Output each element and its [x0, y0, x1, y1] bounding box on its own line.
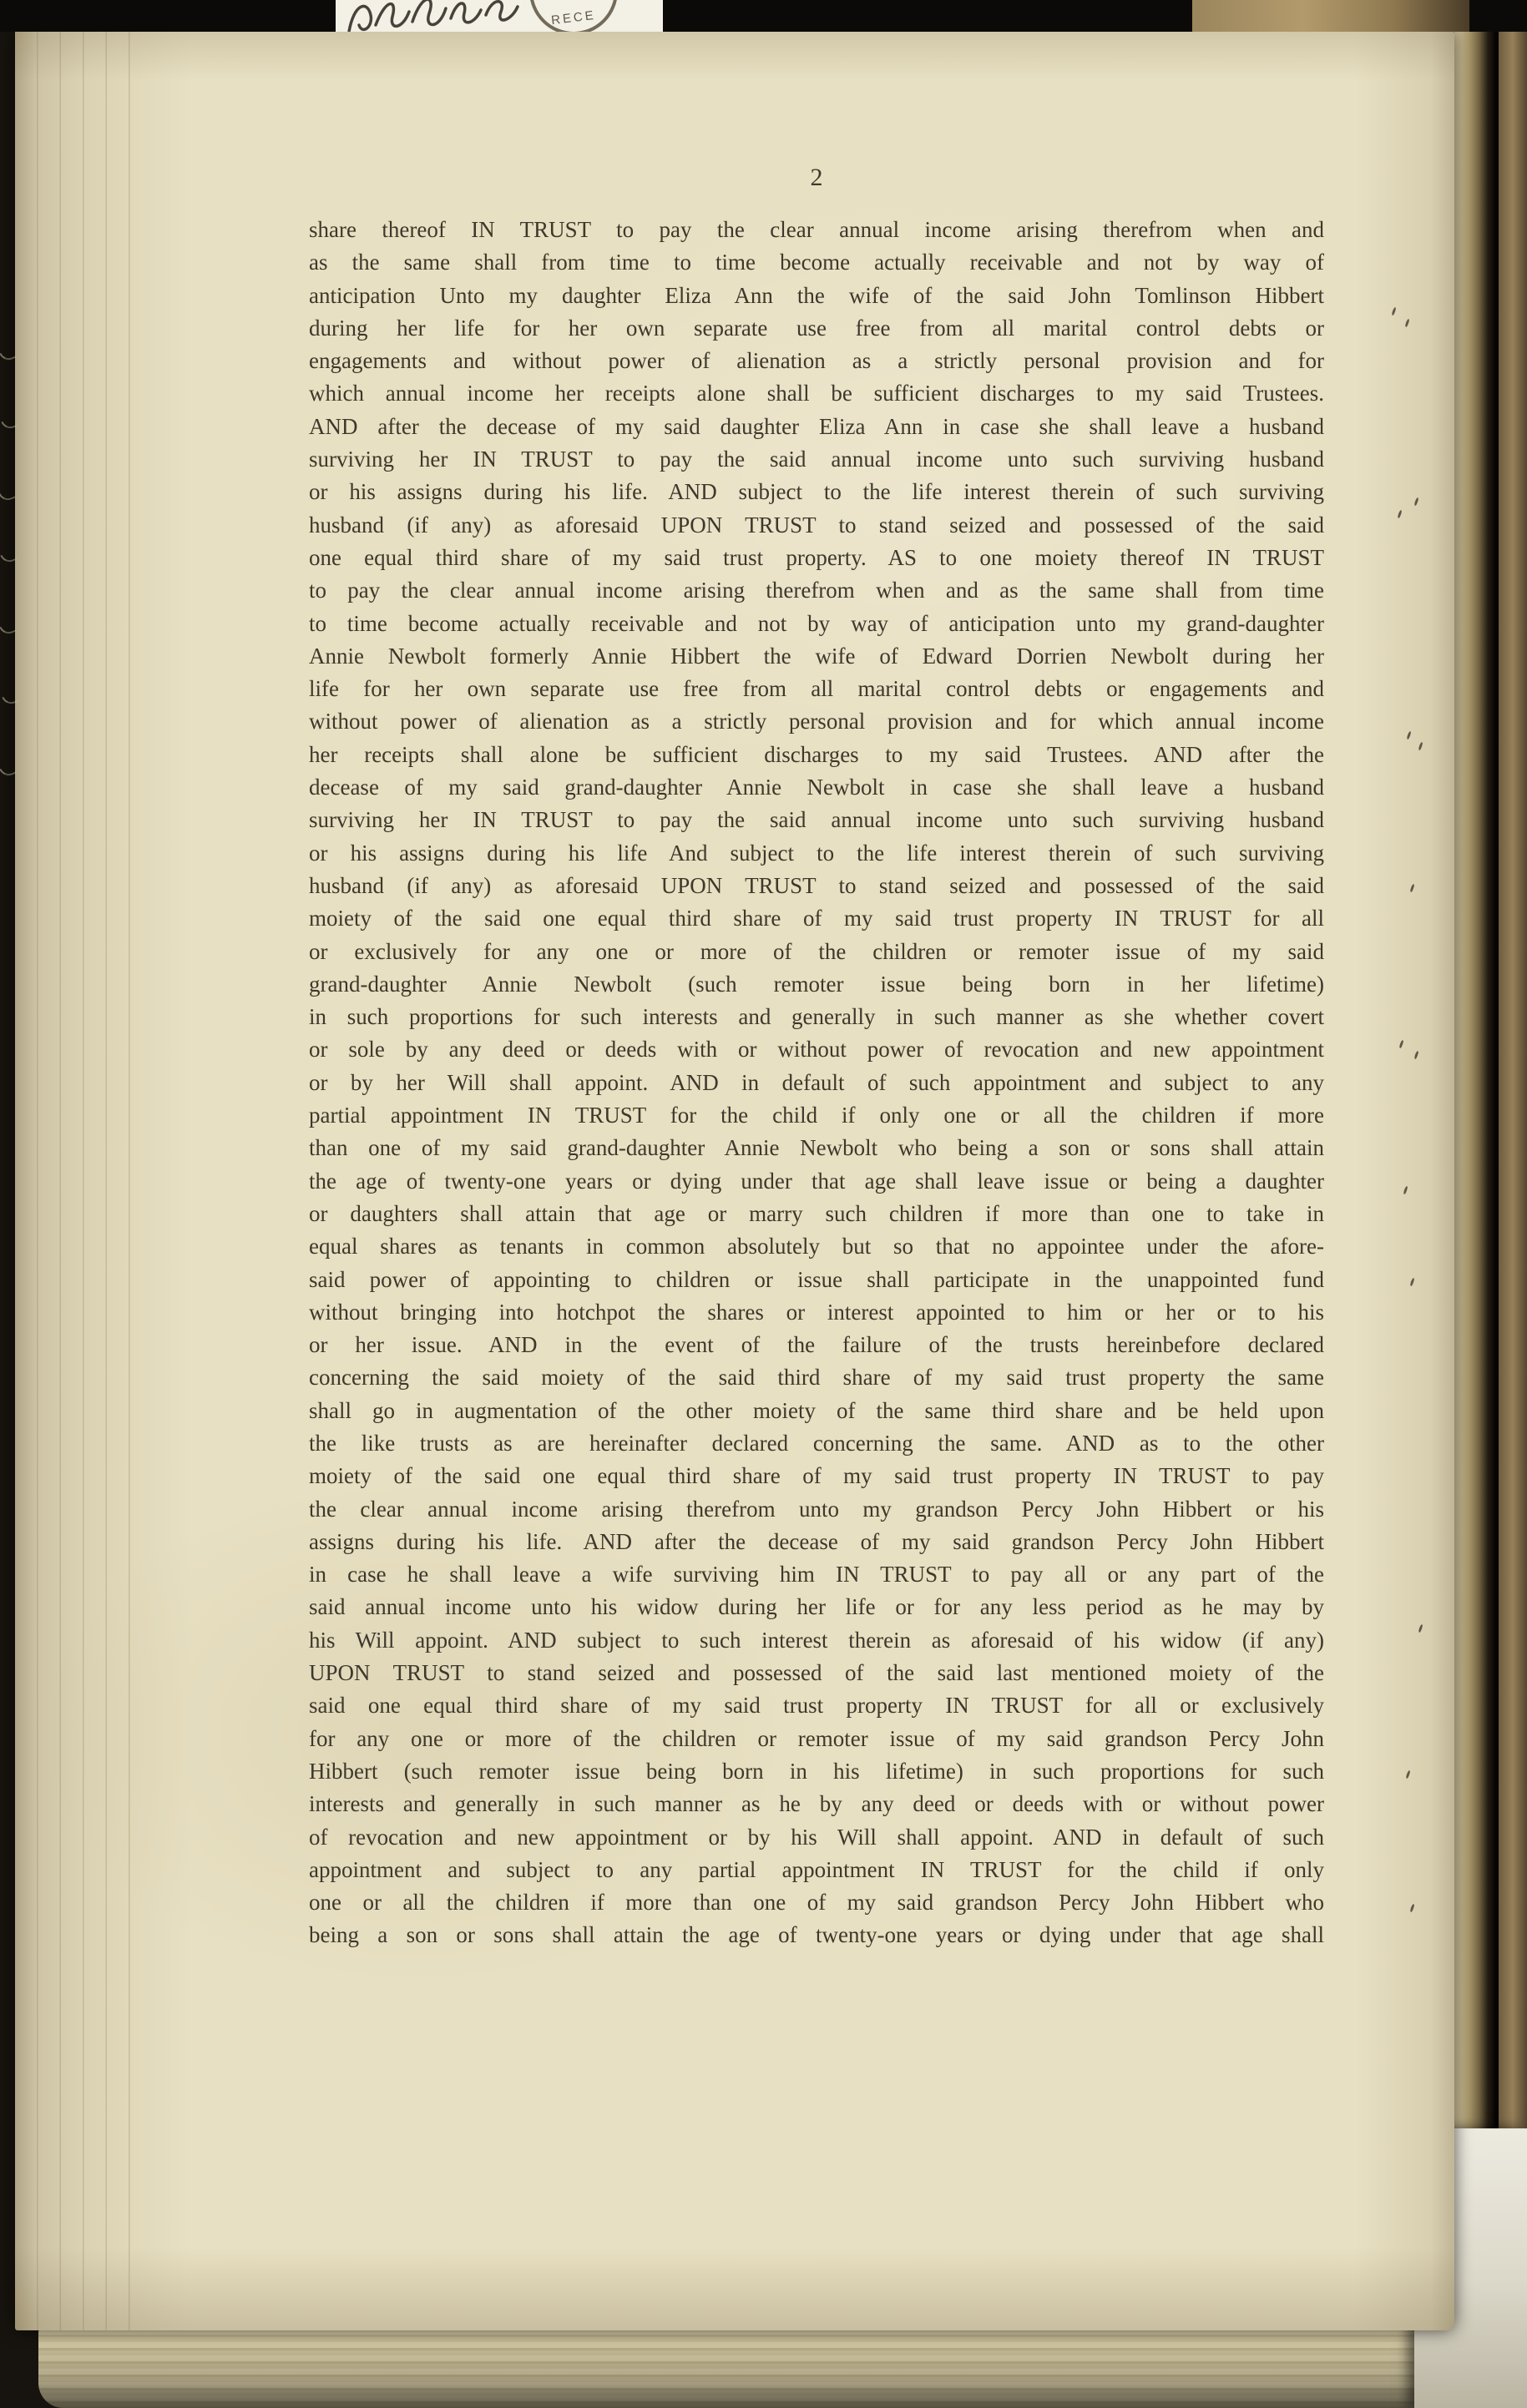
text-line: surviving her IN TRUST to pay the said annual income unto such surviving husband	[309, 447, 1324, 472]
text-line: or his assigns during his life. AND subject to the life interest therein of such surviving	[309, 479, 1324, 505]
ink-mark	[1398, 510, 1403, 518]
text-line: in case he shall leave a wife surviving him IN TRUST to pay all or any part of the	[309, 1562, 1324, 1588]
text-line: without bringing into hotchpot the shares or interest appointed to him or her or to his	[309, 1299, 1324, 1325]
ink-mark	[1403, 1186, 1408, 1194]
text-line: as the same shall from time to time become actually receivable and not by way of	[309, 250, 1324, 275]
ink-mark	[1406, 1770, 1411, 1779]
page-number: 2	[810, 164, 823, 191]
text-line: which annual income her receipts alone shall be sufficient discharges to my said Trustees.	[309, 381, 1324, 406]
text-line: one or all the children if more than one of my said grandson Percy John Hibbert who	[309, 1890, 1324, 1916]
text-line: or daughters shall attain that age or marry such children if more than one to take in	[309, 1200, 1324, 1226]
ink-mark	[1410, 1278, 1415, 1286]
text-line: surviving her IN TRUST to pay the said annual income unto such surviving husband	[309, 807, 1324, 833]
ink-mark	[1399, 1040, 1404, 1048]
edge-pen-mark	[0, 488, 16, 502]
book-page-edges-right	[1454, 0, 1494, 2347]
text-line: UPON TRUST to stand seized and possessed of the said last mentioned moiety of the	[309, 1660, 1324, 1686]
text-line: shall go in augmentation of the other moiety of the same third share and be held upon	[309, 1397, 1324, 1423]
binding-gutter	[15, 30, 140, 2330]
text-line: or sole by any deed or deeds with or without power of revocation and new appointment	[309, 1037, 1324, 1063]
handwriting-fragment	[342, 0, 559, 32]
text-line: her receipts shall alone be sufficient discharges to my said Trustees. AND after the	[309, 741, 1324, 767]
text-line: for any one or more of the children or remoter issue of my said grandson Percy John	[309, 1725, 1324, 1751]
text-line: assigns during his life. AND after the decease of my said grandson Percy John Hibbert	[309, 1528, 1324, 1554]
ink-mark	[1392, 307, 1397, 316]
ink-mark	[1410, 1904, 1415, 1912]
text-line: equal shares as tenants in common absolutely but so that no appointee under the afore-	[309, 1234, 1324, 1260]
text-line: said power of appointing to children or issue shall participate in the unappointed fund	[309, 1266, 1324, 1292]
ink-mark	[1407, 731, 1412, 740]
edge-pen-mark	[0, 622, 17, 636]
text-line: being a son or sons shall attain the age of twenty-one years or dying under that age shall	[309, 1922, 1324, 1948]
text-line: the clear annual income arising therefrom unto my grandson Percy John Hibbert or his	[309, 1496, 1324, 1522]
text-line: his Will appoint. AND subject to such interest therein as aforesaid of his widow (if any)	[309, 1627, 1324, 1653]
text-line: the age of twenty-one years or dying under that age shall leave issue or being a daughter	[309, 1168, 1324, 1194]
text-line: or his assigns during his life And subject to the life interest therein of such surviving	[309, 840, 1324, 866]
ink-mark	[1410, 884, 1415, 892]
ink-mark	[1418, 1624, 1423, 1633]
text-line: husband (if any) as aforesaid UPON TRUST to stand seized and possessed of the said	[309, 872, 1324, 898]
text-line: AND after the decease of my said daughter Eliza Ann in case she shall leave a husband	[309, 413, 1324, 439]
book-page-edges-bottom	[38, 2329, 1459, 2408]
text-line: share thereof IN TRUST to pay the clear annual income arising therefrom when and	[309, 217, 1324, 242]
text-line: partial appointment IN TRUST for the child if only one or all the children if more	[309, 1103, 1324, 1128]
text-line: of revocation and new appointment or by his Will shall appoint. AND in default of such	[309, 1824, 1324, 1850]
book-cover-edge	[1499, 0, 1527, 2162]
text-line: to pay the clear annual income arising therefrom when and as the same shall from time	[309, 578, 1324, 603]
document-page	[15, 30, 1454, 2330]
ink-mark	[1418, 742, 1423, 750]
text-line: said annual income unto his widow during her life or for any less period as he may by	[309, 1594, 1324, 1620]
text-line: or her issue. AND in the event of the failure of the trusts hereinbefore declared	[309, 1332, 1324, 1358]
text-line: in such proportions for such interests and generally in such manner as she whether covert	[309, 1004, 1324, 1030]
text-line: than one of my said grand-daughter Annie Newbolt who being a son or sons shall attain	[309, 1135, 1324, 1161]
ink-mark	[1414, 497, 1419, 506]
text-line: Hibbert (such remoter issue being born in his lifetime) in such proportions for such	[309, 1758, 1324, 1784]
ink-mark	[1405, 319, 1410, 327]
text-line: or exclusively for any one or more of the children or remoter issue of my said	[309, 938, 1324, 964]
text-line: one equal third share of my said trust property. AS to one moiety thereof IN TRUST	[309, 544, 1324, 570]
text-line: to time become actually receivable and not by way of anticipation unto my grand-daughter	[309, 610, 1324, 636]
ink-mark	[1414, 1051, 1419, 1059]
text-line: engagements and without power of alienation as a strictly personal provision and for	[309, 348, 1324, 374]
text-line: or by her Will shall appoint. AND in default of such appointment and subject to any	[309, 1069, 1324, 1095]
text-line: moiety of the said one equal third share of my said trust property IN TRUST to pay	[309, 1463, 1324, 1489]
text-line: without power of alienation as a strictly personal provision and for which annual income	[309, 709, 1324, 735]
text-line: appointment and subject to any partial appointment IN TRUST for the child if only	[309, 1856, 1324, 1882]
text-line: life for her own separate use free from all marital control debts or engagements and	[309, 676, 1324, 702]
edge-pen-mark	[0, 348, 17, 362]
text-line: interests and generally in such manner as he by any deed or deeds with or without power	[309, 1791, 1324, 1817]
book-page-edges-top	[1192, 0, 1469, 32]
scan-top-edge	[0, 0, 1527, 32]
text-line: husband (if any) as aforesaid UPON TRUST to stand seized and possessed of the said	[309, 512, 1324, 538]
body-text	[309, 214, 1324, 1952]
text-line: moiety of the said one equal third share of my said trust property IN TRUST for all	[309, 906, 1324, 931]
received-stamp	[529, 0, 618, 32]
text-line: during her life for her own separate use free from all marital control debts or	[309, 315, 1324, 341]
edge-pen-mark	[0, 764, 17, 778]
text-line: anticipation Unto my daughter Eliza Ann the wife of the said John Tomlinson Hibbert	[309, 282, 1324, 308]
text-line: Annie Newbolt formerly Annie Hibbert the wife of Edward Dorrien Newbolt during her	[309, 643, 1324, 669]
text-line: grand-daughter Annie Newbolt (such remoter issue being born in her lifetime)	[309, 971, 1324, 997]
text-line: decease of my said grand-daughter Annie Newbolt in case she shall leave a husband	[309, 775, 1324, 800]
text-line: concerning the said moiety of the said third share of my said trust property the same	[309, 1365, 1324, 1391]
paper-scrap	[336, 0, 663, 32]
received-stamp-text: RECE	[550, 8, 597, 28]
text-line: the like trusts as are hereinafter declared concerning the same. AND as to the other	[309, 1430, 1324, 1456]
text-line: said one equal third share of my said trust property IN TRUST for all or exclusively	[309, 1693, 1324, 1719]
